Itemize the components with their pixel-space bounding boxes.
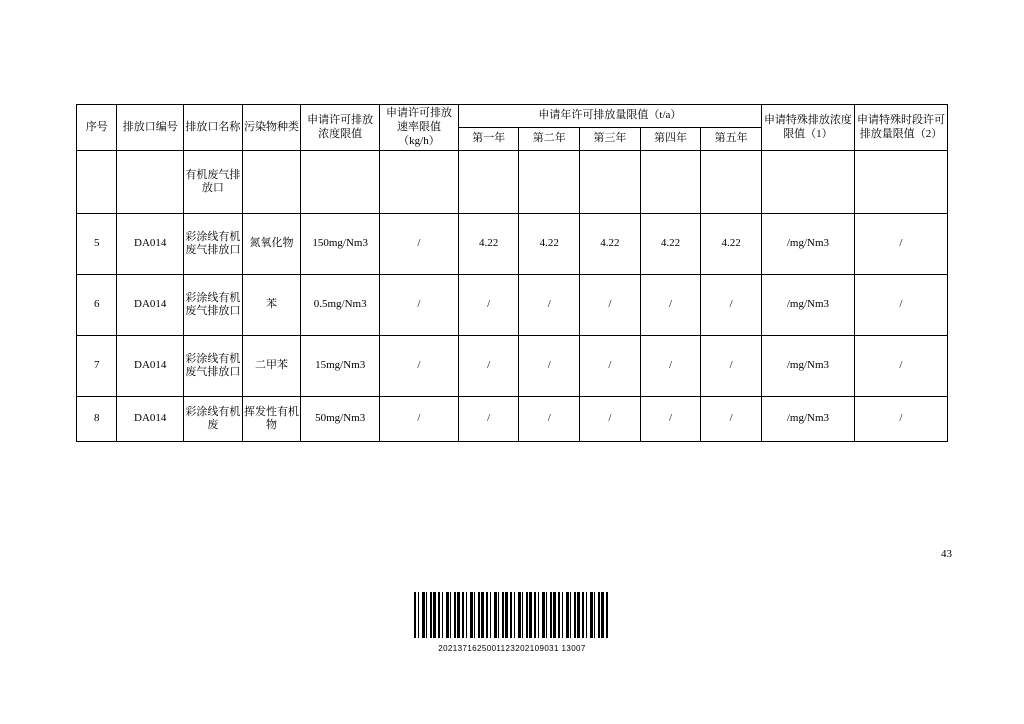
header-rate-limit: 申请许可排放速率限值（kg/h） (380, 105, 459, 151)
cell-pollutant: 挥发性有机物 (242, 397, 301, 442)
barcode-number: 2021371625001123202109031 13007 (438, 644, 586, 653)
cell-special-concentration: /mg/Nm3 (761, 214, 854, 275)
table-row (77, 397, 948, 442)
cell-outlet-code: DA014 (117, 397, 184, 442)
cell-year-5: / (701, 275, 762, 336)
cell-year-4: / (640, 397, 701, 442)
cell-concentration-limit (301, 151, 380, 214)
cell-outlet-name: 彩涂线有机废气排放口 (184, 275, 243, 336)
cell-year-1: 4.22 (458, 214, 519, 275)
cell-year-5 (701, 151, 762, 214)
cell-rate-limit: / (380, 397, 459, 442)
cell-special-period: / (854, 214, 947, 275)
header-concentration-limit: 申请许可排放浓度限值 (301, 105, 380, 151)
cell-concentration-limit: 0.5mg/Nm3 (301, 275, 380, 336)
header-seq: 序号 (77, 105, 117, 151)
cell-year-4: 4.22 (640, 214, 701, 275)
header-special-concentration: 申请特殊排放浓度限值（1） (761, 105, 854, 151)
cell-year-3: 4.22 (580, 214, 641, 275)
cell-year-5: / (701, 336, 762, 397)
cell-year-5: 4.22 (701, 214, 762, 275)
cell-year-4: / (640, 336, 701, 397)
page-number: 43 (941, 548, 952, 560)
cell-year-2: / (519, 336, 580, 397)
cell-outlet-name: 彩涂线有机废气排放口 (184, 336, 243, 397)
header-pollutant: 污染物种类 (242, 105, 301, 151)
cell-year-3: / (580, 336, 641, 397)
cell-year-2 (519, 151, 580, 214)
cell-concentration-limit: 150mg/Nm3 (301, 214, 380, 275)
header-year-5: 第五年 (701, 128, 762, 151)
cell-seq (77, 151, 117, 214)
cell-year-1: / (458, 336, 519, 397)
cell-outlet-name: 彩涂线有机废 (184, 397, 243, 442)
cell-year-2: 4.22 (519, 214, 580, 275)
barcode-bars (414, 592, 610, 638)
cell-special-period: / (854, 397, 947, 442)
cell-outlet-code: DA014 (117, 275, 184, 336)
cell-pollutant (242, 151, 301, 214)
cell-pollutant: 二甲苯 (242, 336, 301, 397)
cell-pollutant: 苯 (242, 275, 301, 336)
cell-seq: 8 (77, 397, 117, 442)
cell-outlet-code (117, 151, 184, 214)
table-row (77, 275, 948, 336)
cell-rate-limit (380, 151, 459, 214)
header-outlet-code: 排放口编号 (117, 105, 184, 151)
cell-year-3: / (580, 397, 641, 442)
cell-special-period: / (854, 336, 947, 397)
cell-outlet-code: DA014 (117, 336, 184, 397)
table-row (77, 151, 948, 214)
cell-special-concentration: /mg/Nm3 (761, 336, 854, 397)
cell-year-3 (580, 151, 641, 214)
cell-year-2: / (519, 397, 580, 442)
cell-year-1 (458, 151, 519, 214)
cell-special-period (854, 151, 947, 214)
cell-outlet-code: DA014 (117, 214, 184, 275)
table-header (77, 105, 948, 151)
header-year-3: 第三年 (580, 128, 641, 151)
cell-seq: 5 (77, 214, 117, 275)
cell-year-1: / (458, 275, 519, 336)
header-year-2: 第二年 (519, 128, 580, 151)
cell-year-4 (640, 151, 701, 214)
cell-concentration-limit: 50mg/Nm3 (301, 397, 380, 442)
cell-special-concentration (761, 151, 854, 214)
table-row (77, 336, 948, 397)
barcode (0, 592, 1024, 653)
cell-rate-limit: / (380, 214, 459, 275)
header-year-4: 第四年 (640, 128, 701, 151)
cell-year-4: / (640, 275, 701, 336)
emission-permit-table (76, 104, 948, 442)
cell-seq: 7 (77, 336, 117, 397)
cell-year-2: / (519, 275, 580, 336)
table-body (77, 151, 948, 442)
cell-outlet-name: 有机废气排放口 (184, 151, 243, 214)
cell-special-concentration: /mg/Nm3 (761, 275, 854, 336)
header-special-period: 申请特殊时段许可排放量限值（2） (854, 105, 947, 151)
table-header-row-1 (77, 105, 948, 128)
cell-year-5: / (701, 397, 762, 442)
header-year-1: 第一年 (458, 128, 519, 151)
cell-special-concentration: /mg/Nm3 (761, 397, 854, 442)
table-row (77, 214, 948, 275)
cell-outlet-name: 彩涂线有机废气排放口 (184, 214, 243, 275)
cell-year-3: / (580, 275, 641, 336)
cell-seq: 6 (77, 275, 117, 336)
cell-year-1: / (458, 397, 519, 442)
cell-pollutant: 氮氧化物 (242, 214, 301, 275)
header-annual-limit-group: 申请年许可排放量限值（t/a） (458, 105, 761, 128)
cell-special-period: / (854, 275, 947, 336)
cell-rate-limit: / (380, 336, 459, 397)
cell-rate-limit: / (380, 275, 459, 336)
cell-concentration-limit: 15mg/Nm3 (301, 336, 380, 397)
header-outlet-name: 排放口名称 (184, 105, 243, 151)
